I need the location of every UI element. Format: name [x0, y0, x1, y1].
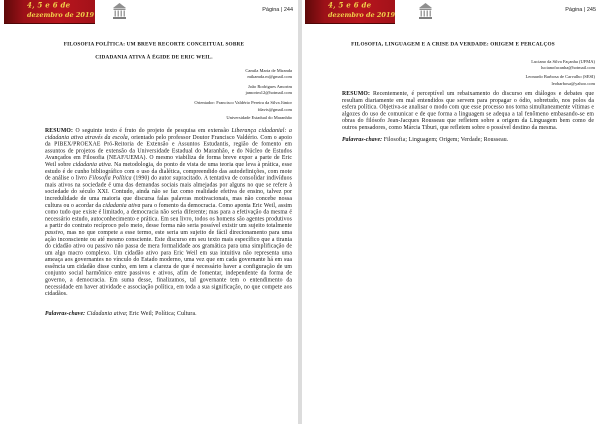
text-run: , mas no que compete a esse termo, este seria um sujeito de fácil direcionamento para uma ação inconsciente ou até mesmo consciente. Este discurso em seu texto mais específico que a tirania do cidadão ativo ou passivo não passa de mera formalidade aos gramática para uma simplificação de um algo macro complexo. Um cidadão ativo para Eric Weil em sua intuitiva não representa uma ameaça aos governantes no vínculo do Estado moderno, uma vez que em cada governante há em sua essência um cidadão disse cunho, em tem a clareza de que é necessário haver a configuração de um conjunto social harmônico entre passivos e ativos, afim de fomentar, independente da forma de governo, a democracia. Em suma desse, finalizamos, tal governante tem o entendimento da necessidade em haver atividade e associação política, em toda a sua significação, no que compete aos cidadãos. — [45, 229, 292, 297]
italic-text-run: Filosofia Política — [88, 175, 132, 182]
text-run: para o fomento da democracia. Como aponta Eric Weil, assim como tudo que existe é limitado, a democracia não seria diferente; mas para a efetivação da mesma é necessário estudo, autoconhecimento e prática. Em seu livro, todos os homens são agentes produtivos a partir do contrato recíproco pelo meio, desse forma não seria possível existir um sujeito totalmente — [45, 202, 293, 229]
paper-title-line: CIDADANIA ATIVA À ÉGIDE DE ERIC WEIL. — [95, 54, 213, 60]
keywords — [342, 136, 594, 143]
abstract-text — [45, 128, 292, 297]
abstract-text: Recentemente, é perceptível um rebaixamento do discurso em diálogos e debates que resultam diariamente em mal entendidos que servem para propagar o ódio, sobretudo, nos polos da esfera política. Objetiva-se analisar o modo com que esse processo nos torna simultaneamente vítimas e algozes do uso de comunicar e de que forma a linguagem se adequa a tal fenômeno embasando-se em obras do filósofo Jean-Jacques Rousseau que refletem sobre a origem da Linguagem bem como de outros pensadores, como Márcia Tiburi, que refletem sobre o possível destino da mesma. — [342, 90, 594, 131]
italic-text-run: Cidadania ativa — [86, 310, 126, 317]
abstract — [342, 91, 594, 132]
italic-text-run: cidadania ativa — [102, 202, 141, 209]
abstract-label: RESUMO: — [342, 90, 371, 97]
banner-date-line-1: 4, 5 e 6 de — [328, 1, 372, 10]
italic-text-run: passivo — [45, 229, 64, 236]
abstract-label: RESUMO: — [45, 127, 74, 134]
event-banner-logo — [305, 0, 395, 24]
paper-title: FILOSOFIA, LINGUAGEM E A CRISE DA VERDADE: ORIGEM E PERCALÇOS — [351, 41, 555, 47]
paper-body — [342, 91, 594, 144]
abstract — [45, 128, 292, 298]
author-email: leobarbosa@yahoo.com — [551, 81, 595, 86]
page-244 — [0, 0, 298, 424]
italic-text-run: Liberança cidadanial: a cidadania ativa através da escola — [45, 127, 293, 141]
author-email: jamorim12@hotmail.com — [245, 90, 292, 95]
text-run: ; Eric Weil; Política; Cultura. — [125, 310, 197, 317]
keywords-label: Palavras-chave: — [342, 136, 383, 143]
keywords-text: Filosofia; Linguagem; Origem; Verdade; Rousseau. — [383, 136, 509, 143]
page-content — [0, 0, 298, 424]
keywords — [45, 310, 292, 317]
page-content — [302, 0, 600, 424]
keywords-text — [87, 310, 197, 316]
advisor-email: fdavis@gmail.com — [257, 107, 292, 112]
institution-emblem-icon — [418, 2, 433, 20]
author-email: lucianofacanha@hotmail.com — [541, 65, 595, 70]
text-run: (1990) do autor supracitado. A tentativa de consolidar indivíduos mais ativos na sociedade é uma das demandas sociais mais almejadas por alguns no que se refere à sociedade do século XXI. Contudo, ainda não se faz como realidade efetiva de ensino, talvez por incredulidade de uma maioria que discursa falas palavras motivacionais, mas não concebe nossa cultura ou o acordar da — [45, 175, 292, 209]
text-run: O seguinte texto é fruto do projeto de pesquisa em extensão — [75, 127, 232, 134]
page-number: Página | 244 — [262, 6, 293, 13]
paper-body — [45, 128, 292, 318]
italic-text-run: cidadania ativa — [72, 161, 111, 168]
text-run: , orientado pelo professor Doutor Francisco Valdério. Com o apoio da PIBEX/PROEXAE Pró-Reitoria de Extensão e Assuntos Estudantis, região de fomento em assuntos de projetos de extensão da Universidade Estadual do Maranhão, e do Núcleo de Estudos Avançados em Filosofia (NEAF/UEMA). O mesmo viabiliza de forma breve expor a parte de Eric Weil sobre — [45, 134, 292, 168]
author-name: João Rodrigues Amorim — [248, 84, 292, 89]
page-245 — [302, 0, 600, 424]
event-banner-logo — [4, 0, 95, 24]
author-email: mikamda.m@gmail.com — [247, 74, 292, 79]
author-affiliation: Universidade Estadual do Maranhão — [226, 115, 292, 120]
author-name: Leonardo Barbosa de Carvalho (SESI) — [525, 74, 595, 79]
banner-date-line-2: dezembro de 2019 — [328, 11, 395, 19]
paper-title — [30, 38, 278, 64]
banner-date-line-2: dezembro de 2019 — [27, 11, 94, 19]
advisor-name: Orientador: Francisco Valdério Pereira da Silva Júnior — [194, 100, 292, 105]
page-number: Página | 245 — [565, 6, 596, 13]
banner-date-line-1: 4, 5 e 6 de — [27, 1, 71, 10]
paper-title-line: FILOSOFIA POLÍTICA: UM BREVE RECORTE CONCEITUAL SOBRE — [63, 41, 245, 47]
keywords-label: Palavras-chave: — [45, 310, 86, 317]
text-run: . Na metodologia, do ponto de vista de uma teoria que leva à prática, esse estudo é de cunho bibliográfico com o uso da dialética, compreendido das autodefinições, com mote de análise o livro — [45, 161, 293, 182]
institution-emblem-icon — [112, 2, 127, 20]
author-name: Camila Maria de Miranda — [245, 68, 292, 73]
author-name: Luciano da Silva Façanha (UFMA) — [531, 59, 595, 64]
